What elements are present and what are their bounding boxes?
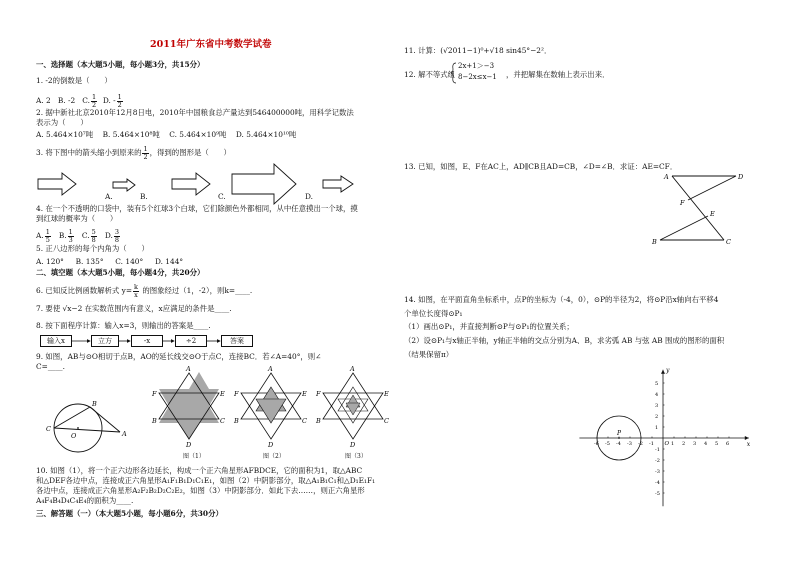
q8-stem: 8. 按下面程序计算：输入x=3，则输出的答案是____.: [36, 321, 211, 330]
flow-box-minus: -x: [131, 335, 163, 347]
svg-text:D: D: [350, 441, 356, 449]
q9-circle-figure: [36, 382, 136, 452]
star-figure-2: [233, 365, 307, 449]
y-tick-label: -1: [655, 447, 660, 453]
q13-label-c: C: [726, 238, 731, 246]
center-p: [618, 437, 620, 439]
x-tick-label: -5: [605, 441, 610, 447]
q3-arrows-figure: [36, 166, 376, 202]
q1-frac-c: $\frac{1}{2}$: [91, 93, 97, 109]
svg-text:B: B: [152, 417, 157, 425]
label-y-axis: y: [666, 367, 670, 374]
q14-stem-5: （结果保留π）: [404, 350, 454, 359]
flow-arrows: [40, 335, 280, 347]
q5-options: A. 120° B. 135° C. 140° D. 144°: [36, 257, 184, 266]
svg-text:F: F: [152, 390, 157, 398]
svg-text:E: E: [302, 390, 307, 398]
q11-stem: 11. 计算：(√2011−1)⁰+√18 sin45°−2²．: [404, 46, 552, 55]
flow-box-answer: 答案: [221, 335, 253, 347]
svg-text:C: C: [384, 417, 389, 425]
x-tick-label: -3: [627, 441, 632, 447]
q3-opt-b: B.: [140, 192, 148, 201]
section1-header: 一、选择题（本大题5小题，每小题3分，共15分）: [36, 60, 205, 69]
section2-header: 二、填空题（本大题5小题，每小题4分，共20分）: [36, 268, 205, 277]
q9-stem-1: 9. 如图，AB与⊙O相切于点B，AO的延长线交⊙O于点C，连接BC．若∠A=40°，则∠: [36, 352, 322, 361]
q9-stem-2: C=____.: [36, 362, 65, 371]
x-tick-label: 1: [671, 441, 675, 447]
q13-label-e: E: [710, 210, 715, 218]
q2-options: A. 5.464×10⁷吨 B. 5.464×10⁸吨 C. 5.464×10⁹吨 D. 5.464×10¹⁰吨: [36, 130, 297, 139]
section3-header: 三、解答题（一）（本大题5小题，每小题6分，共30分）: [36, 509, 223, 518]
q13-figure: [652, 170, 770, 250]
y-axis-arrow: [661, 370, 665, 374]
q13-stem: 13. 已知，如图，E、F在AC上，AD∥CB且AD=CB，∠D=∠B．求证：AE=CF．: [404, 162, 678, 171]
q1-options: [36, 94, 124, 108]
q4-options: A. $\frac{1}{5}$ B. $\frac{1}{3}$ C. $\frac{5}{8}$ D. $\frac{3}{8}$: [36, 228, 119, 244]
y-tick-label: 5: [655, 381, 659, 387]
q10-stem-4: A₄F₄B₄D₄C₄E₄的面积为____.: [36, 496, 134, 505]
q13-label-a: A: [664, 173, 669, 181]
q12-ineq-1: 2x+1＞−3: [458, 62, 495, 70]
svg-text:E: E: [220, 390, 225, 398]
q10-stem-1: 10. 如图（1），将一个正六边形各边延长，构成一个正六角星形AFBDCE，它的面积为1，取△ABC: [36, 466, 363, 475]
svg-text:C: C: [220, 417, 225, 425]
star-figure-1: [151, 365, 225, 449]
svg-text:A: A: [186, 365, 191, 373]
y-tick-label: -2: [655, 458, 660, 464]
svg-text:F: F: [316, 390, 321, 398]
q14-stem-2: 个单位长度得⊙P₁: [404, 309, 463, 318]
x-tick-label: 5: [715, 441, 719, 447]
flow-box-input: 输入x: [40, 335, 72, 347]
q1-opt-c: C.: [82, 96, 90, 105]
q12-ineq-2: 8−2x≤x−1: [458, 73, 497, 81]
x-tick-label: -4: [616, 441, 621, 447]
q7-stem: 7. 要使 √x−2 在实数范围内有意义，x应满足的条件是____.: [36, 304, 232, 313]
q5-stem: 5. 正八边形的每个内角为（ ）: [36, 244, 149, 253]
x-tick-label: 2: [682, 441, 686, 447]
q3-opt-d: D.: [305, 192, 314, 201]
q3-stem: 3. 将下图中的箭头缩小到原来的 $\frac{1}{2}$ ，得到的图形是（ ）: [36, 145, 231, 161]
coordinate-plane-figure: [555, 368, 755, 508]
flow-box-divide: ÷2: [175, 335, 207, 347]
x-tick-label: 3: [693, 441, 697, 447]
y-tick-label: 2: [655, 414, 659, 420]
svg-text:F: F: [234, 390, 239, 398]
q6-stem: 6. 已知反比例函数解析式 y= $\frac{k}{x}$ 的图象经过（1，-2），则k=____.: [36, 283, 253, 299]
svg-text:A: A: [350, 365, 355, 373]
q10-stem-3: 各边中点，连接成正六角星形A₂F₂B₂D₂C₂E₂，如图（3）中阴影部分．如此下去……，则正六角星形: [36, 486, 365, 495]
fig-caption-1: 图（1）: [183, 453, 205, 460]
q9-label-o: O: [71, 432, 77, 440]
q1-opt-b: B. -2: [57, 96, 76, 105]
fig-caption-3: 图（3）: [345, 453, 367, 460]
x-tick-label: 4: [704, 441, 708, 447]
q4-stem-2: 到红球的概率为（ ）: [36, 214, 118, 223]
q1-opt-d: D. -: [102, 96, 116, 105]
q2-stem-2: 表示为（ ）: [36, 118, 88, 127]
q14-stem-4: （2）设⊙P₁与x轴正半轴，y轴正半轴的交点分别为A、B，求劣弧 AB 与弦 AB 围成的图形的面积: [404, 336, 725, 345]
flow-box-cube: 立方: [91, 335, 119, 347]
q1-frac-d: $\frac{1}{2}$: [117, 93, 122, 109]
q12-brace: [451, 62, 457, 84]
svg-text:D: D: [268, 441, 274, 449]
q9-label-b: B: [92, 400, 97, 408]
svg-text:B: B: [234, 417, 239, 425]
x-tick-label: -1: [649, 441, 654, 447]
q4-stem-1: 4. 在一个不透明的口袋中，装有5个红球3个白球，它们除颜色外都相同，从中任意摸出一个球，摸: [36, 204, 358, 213]
y-tick-label: -5: [655, 491, 660, 497]
y-tick-label: -3: [655, 469, 660, 475]
label-origin: O: [664, 441, 670, 447]
x-tick-label: -2: [638, 441, 643, 447]
hexagram-figures: [152, 365, 460, 472]
q1-stem: 1. -2的倒数是（ ）: [36, 76, 112, 85]
q14-stem-1: 14. 如图，在平面直角坐标系中，点P的坐标为（-4，0），⊙P的半径为2，将⊙P沿x轴向右平移4: [404, 295, 719, 304]
svg-text:C: C: [302, 417, 307, 425]
q9-label-a: A: [122, 430, 127, 438]
y-tick-label: 3: [655, 403, 659, 409]
q2-stem-1: 2. 据中新社北京2010年12月8日电，2010年中国粮食总产量达到546400000吨，用科学记数法: [36, 108, 354, 117]
svg-text:A: A: [268, 365, 273, 373]
q13-label-d: D: [738, 173, 744, 181]
q12-label: 12. 解不等式组: [404, 70, 456, 79]
label-p: P: [617, 430, 622, 437]
q1-opt-a: A. 2: [36, 96, 51, 105]
x-axis-arrow: [745, 436, 749, 440]
q9-label-c: C: [46, 425, 51, 433]
y-tick-label: 1: [655, 425, 659, 431]
q14-stem-3: （1）画出⊙P₁，并直接判断⊙P与⊙P₁的位置关系；: [404, 322, 574, 331]
svg-text:B: B: [316, 417, 321, 425]
q13-label-b: B: [652, 238, 657, 246]
q3-opt-c: C.: [218, 192, 226, 201]
fig-caption-2: 图（2）: [263, 453, 285, 460]
q13-label-f: F: [680, 199, 685, 207]
svg-text:E: E: [384, 390, 389, 398]
y-tick-label: -4: [655, 480, 660, 486]
star-figure-3: [315, 365, 389, 449]
svg-text:D: D: [186, 441, 192, 449]
q12-tail: ，并把解集在数轴上表示出来．: [506, 70, 610, 79]
exam-title: 2011年广东省中考数学试卷: [150, 39, 272, 50]
q3-opt-a: A.: [105, 192, 113, 201]
q10-stem-2: 和△DEF各边中点，连接成正六角星形A₁F₁B₁D₁C₁E₁，如图（2）中阴影部分，取△A₁B₁C₁和△D₁E₁F₁: [36, 476, 376, 485]
x-tick-label: -6: [594, 441, 599, 447]
label-x-axis: x: [746, 441, 751, 448]
y-tick-label: 4: [655, 392, 659, 398]
x-tick-label: 6: [726, 441, 730, 447]
